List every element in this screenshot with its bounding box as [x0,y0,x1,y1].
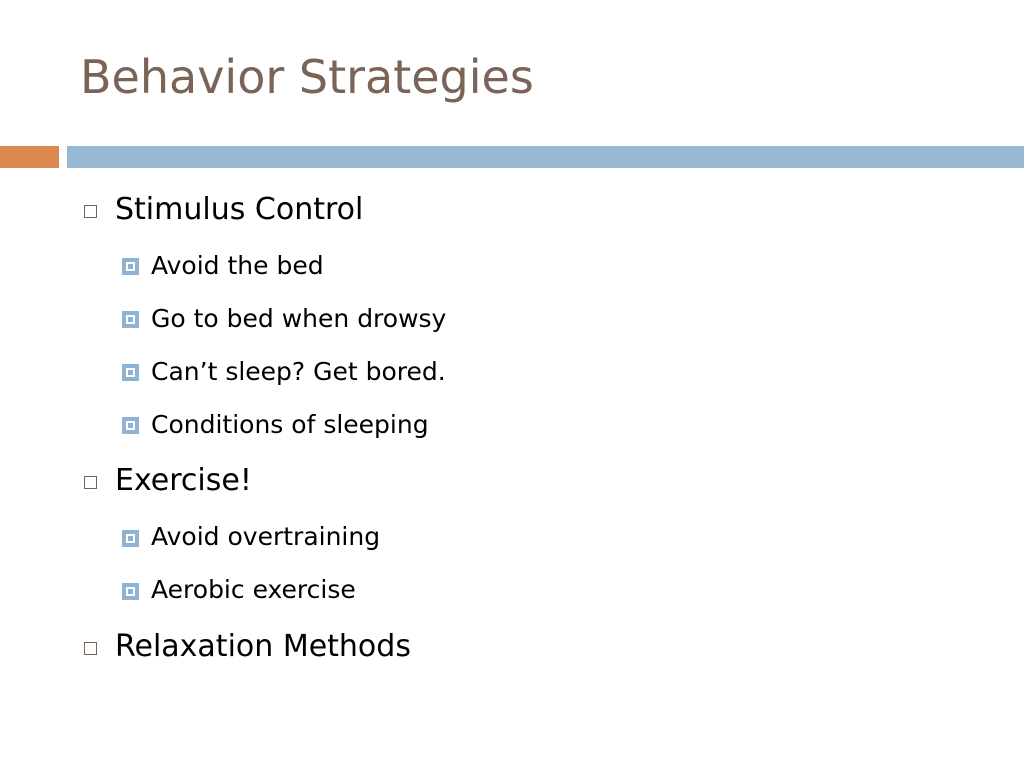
subitem-aerobic-exercise: Aerobic exercise [151,575,356,604]
hollow-square-bullet-icon [84,642,97,655]
filled-square-bullet-icon [122,364,139,381]
hollow-square-bullet-icon [84,476,97,489]
hollow-square-bullet-icon [84,205,97,218]
filled-square-bullet-icon [122,583,139,600]
bullet-item-exercise: Exercise! [115,463,252,498]
filled-square-bullet-icon [122,311,139,328]
subitem-cant-sleep: Can’t sleep? Get bored. [151,357,446,386]
subitem-go-to-bed-when-drowsy: Go to bed when drowsy [151,304,447,333]
bullet-item-stimulus-control: Stimulus Control [115,192,364,227]
subitem-conditions-of-sleeping: Conditions of sleeping [151,410,429,439]
filled-square-bullet-icon [122,530,139,547]
filled-square-bullet-icon [122,258,139,275]
subitem-avoid-overtraining: Avoid overtraining [151,522,381,551]
subitem-avoid-the-bed: Avoid the bed [151,251,324,280]
slide-title: Behavior Strategies [80,50,534,104]
bullet-item-relaxation-methods: Relaxation Methods [115,629,411,664]
filled-square-bullet-icon [122,417,139,434]
